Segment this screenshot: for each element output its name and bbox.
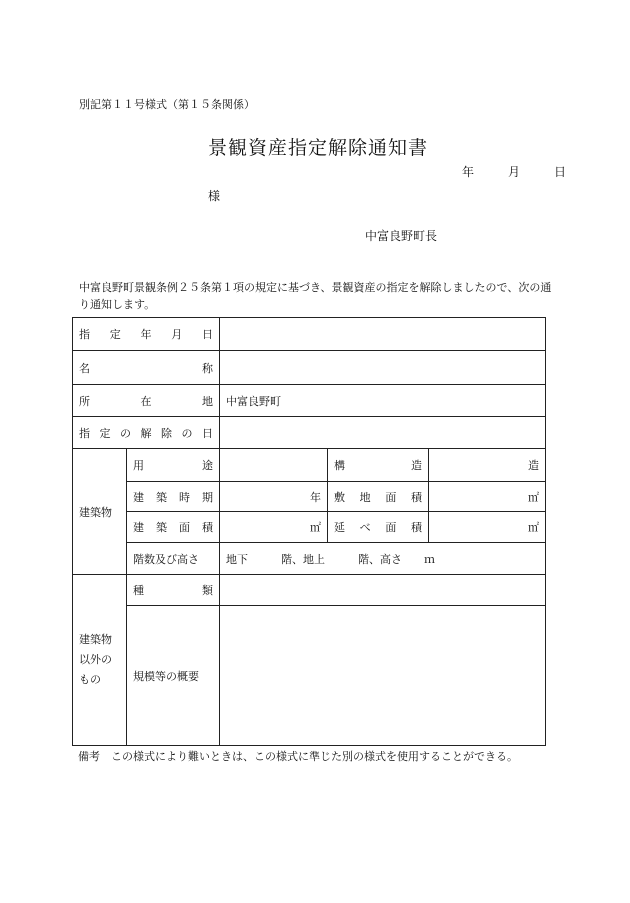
label-build-period [127, 482, 220, 512]
value-floor-area[interactable]: ㎡ [429, 512, 546, 543]
value-kind[interactable] [220, 575, 546, 606]
char: 除 [161, 426, 172, 440]
date-day-label: 日 [554, 165, 567, 179]
label-structure [328, 449, 429, 482]
intro-text: 中富良野町景観条例２５条第１項の規定に基づき、景観資産の指定を解除しましたので、次の通り通知します。 [79, 281, 552, 311]
char: 称 [202, 361, 213, 375]
char: の [120, 426, 131, 440]
char: 種 [133, 584, 144, 597]
char: べ [359, 521, 371, 534]
char: 途 [202, 459, 213, 472]
sender-name: 中富良野町長 [365, 229, 438, 243]
char: 敷 [334, 490, 345, 504]
row-release-date [73, 417, 546, 449]
label-non-building [73, 575, 127, 746]
char: 定 [109, 328, 121, 341]
char: 所 [79, 394, 90, 408]
value-designation-date[interactable] [220, 318, 546, 351]
char: の [181, 426, 193, 440]
char: 築 [156, 490, 167, 504]
char: 建 [133, 521, 144, 534]
char: 構 [334, 459, 345, 472]
value-scale-summary[interactable] [220, 606, 546, 746]
label-scale-summary: 規模等の概要 [127, 606, 220, 746]
char: 積 [410, 521, 422, 534]
row-scale-summary [73, 606, 546, 746]
date-year-label: 年 [462, 165, 475, 179]
label-name [73, 351, 220, 385]
label-site-area [328, 482, 429, 512]
row-build-period [73, 482, 546, 512]
value-release-date[interactable] [220, 417, 546, 449]
value-use[interactable] [220, 449, 328, 482]
label-release-date [73, 417, 220, 449]
char: 年 [140, 328, 152, 341]
value-build-period[interactable]: 年 [220, 482, 328, 512]
label-floor-area [328, 512, 429, 543]
label-designation-date [73, 318, 220, 351]
non-building-line: 以外の [79, 653, 112, 666]
char: 造 [411, 459, 422, 472]
char: 指 [79, 328, 90, 341]
char: 定 [99, 426, 111, 440]
value-site-area[interactable]: ㎡ [429, 482, 546, 512]
row-building-area [73, 512, 546, 543]
label-floors-height: 階数及び高さ [127, 543, 220, 575]
char: 面 [385, 521, 397, 534]
row-kind [73, 575, 546, 606]
row-designation-date [73, 318, 546, 351]
row-name [73, 351, 546, 385]
row-location [73, 385, 546, 417]
char: 名 [79, 361, 90, 375]
char: 時 [179, 490, 190, 504]
char: 面 [179, 521, 190, 534]
char: 類 [202, 584, 213, 597]
label-building: 建築物 [73, 449, 127, 575]
date-month-label: 月 [508, 165, 521, 179]
non-building-line: 建築物 [79, 633, 112, 646]
row-floors-height [73, 543, 546, 575]
char: 解 [140, 426, 152, 440]
value-building-area[interactable]: ㎡ [220, 512, 328, 543]
char: 延 [334, 521, 345, 534]
date-line [462, 163, 600, 180]
char: 月 [171, 328, 183, 341]
value-structure[interactable]: 造 [429, 449, 546, 482]
char: 築 [156, 521, 167, 534]
char: 建 [133, 490, 144, 504]
char: 地 [202, 394, 213, 408]
char: 用 [133, 459, 144, 472]
label-building-area [127, 512, 220, 543]
label-location [73, 385, 220, 417]
char: 積 [202, 521, 213, 534]
non-building-line: もの [79, 673, 101, 686]
label-use [127, 449, 220, 482]
document-title: 景観資産指定解除通知書 [208, 137, 429, 159]
char: 地 [359, 490, 371, 504]
char: 日 [202, 426, 213, 440]
char: 期 [202, 490, 213, 504]
value-floors-height[interactable]: 地下 階、地上 階、高さ ｍ [220, 543, 546, 575]
remarks: 備考 この様式により難いときは、この様式に準じた別の様式を使用することができる。 [78, 750, 518, 763]
row-use [73, 449, 546, 482]
form-number: 別記第１１号様式（第１５条関係） [79, 98, 255, 111]
addressee-suffix: 様 [208, 189, 221, 203]
char: 積 [410, 490, 422, 504]
value-location[interactable]: 中富良野町 [220, 385, 546, 417]
char: 在 [140, 394, 152, 408]
label-kind [127, 575, 220, 606]
value-name[interactable] [220, 351, 546, 385]
char: 面 [385, 490, 397, 504]
char: 指 [79, 426, 90, 440]
char: 日 [202, 328, 213, 341]
notification-table [72, 317, 546, 746]
